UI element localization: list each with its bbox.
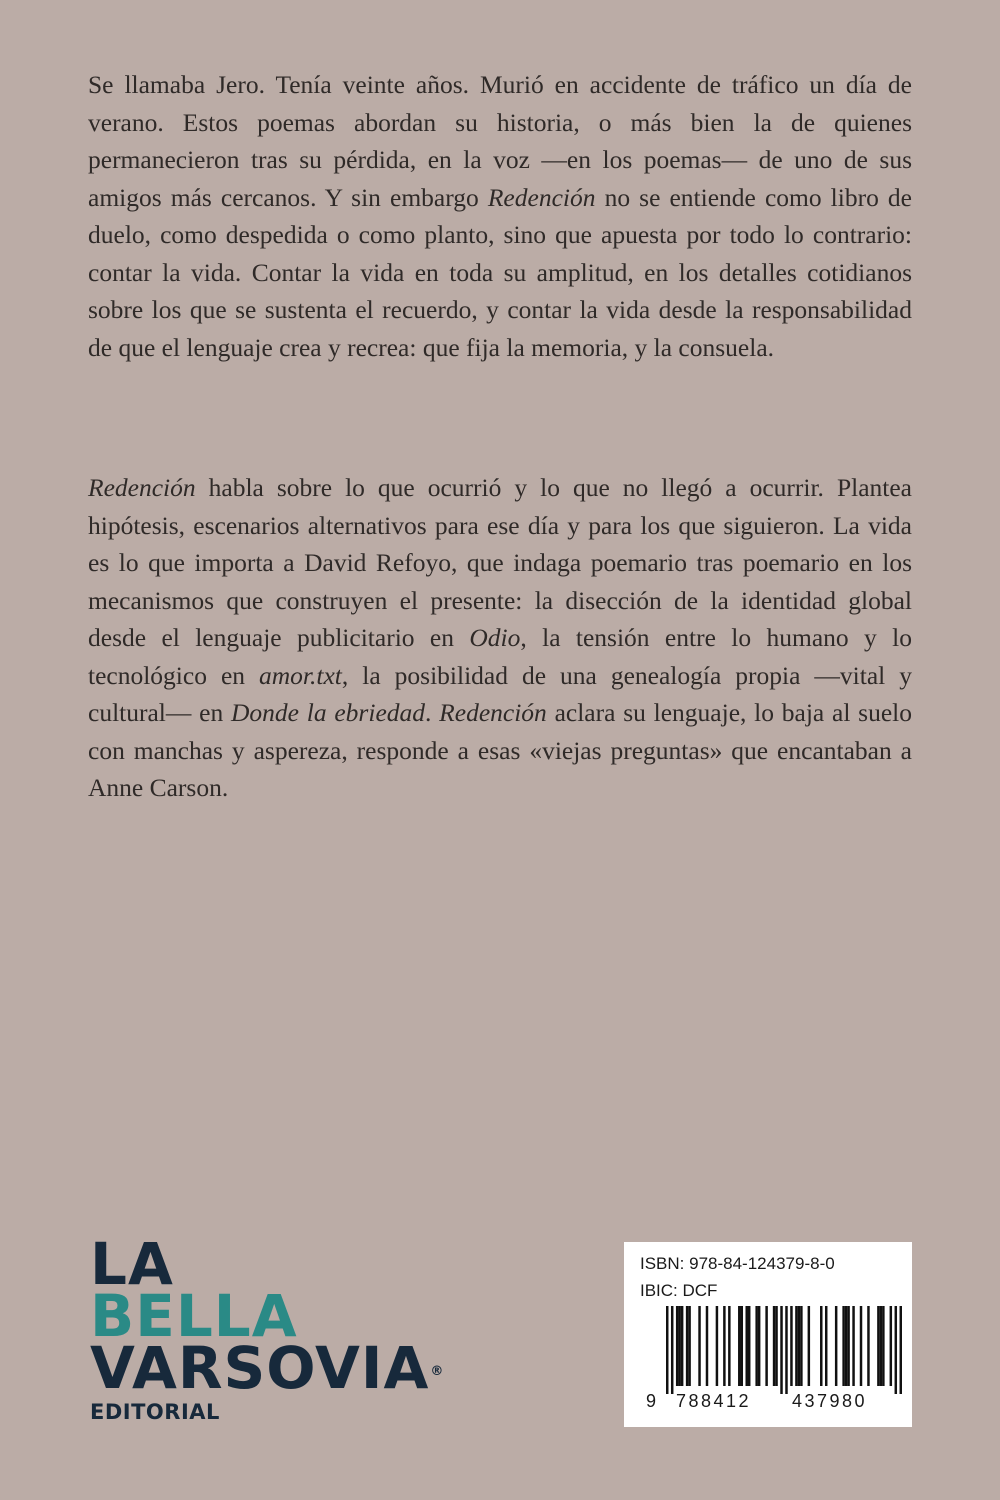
barcode-bar [798,1306,800,1386]
italic-title-text: Redención [439,698,547,727]
barcode-right-digits: 437980 [792,1391,868,1411]
barcode-bar [882,1306,884,1386]
italic-title-text: amor.txt [259,660,342,690]
italic-title-text: Redención [487,182,596,212]
barcode-bar [877,1306,879,1386]
barcode-bar [790,1306,792,1386]
barcode-bar [765,1306,767,1386]
barcode-bar [773,1306,775,1386]
barcode-bar [900,1306,902,1394]
barcode-bar [820,1306,822,1386]
logo-line-varsovia-text: VARSOVIA [90,1334,430,1402]
barcode-bar [842,1306,844,1386]
isbn-number: ISBN: 978-84-124379-8-0 [640,1254,835,1273]
body-text: , la tensión entre lo humano y lo tecnológico en [88,623,912,690]
barcode-first-digit: 9 [646,1391,657,1411]
publisher-logo [90,1230,444,1424]
barcode-bar [780,1306,782,1394]
barcode-bar [676,1306,678,1386]
body-text: , la posibilidad de una genealogía propia —vital y cultural— en [88,660,912,727]
barcode-bar [825,1306,827,1386]
barcode-bar [738,1306,740,1386]
barcode-bar [671,1306,673,1394]
barcode-bar [716,1306,718,1386]
body-text: no se entiende como libro de duelo, como despedida o como planto, sino que apuesta por todo lo contrario: contar la vida. Contar la vida en toda su amplitud, en los detalles cotidianos sobre los que se sustenta el recuerdo, y contar la vida desde la responsabilidad de que el lenguaje crea y recrea: que fija la memoria, y la consuela. [88,182,912,362]
barcode-bar [688,1306,690,1386]
italic-title-text: Redención [88,473,196,502]
italic-title-text: Odio [469,623,521,652]
body-text: habla sobre lo que ocurrió y lo que no llegó a ocurrir. Plantea hipótesis, escenarios alternativos para ese día y para los que siguieron. La vida es lo que importa a David Refoyo, que indaga poemario tras poemario en los mecanismos que construyen el presente: la disección de la identidad global desde el lenguaje publicitario en [88,473,912,652]
barcode-bar [775,1306,777,1386]
barcode-bar [795,1306,797,1386]
barcode-bar [847,1306,849,1386]
barcode-bar [845,1306,847,1386]
back-cover-blurb-paragraph-1 [88,66,912,366]
barcode-bar [748,1306,750,1386]
barcode-bar [867,1306,869,1386]
logo-line-la: LA [90,1230,174,1298]
barcode-bar [755,1306,757,1386]
barcode-bar [880,1306,882,1386]
barcode-bar [745,1306,747,1386]
italic-title-text: Donde la ebriedad [231,698,426,727]
body-text: Se llamaba Jero. Tenía veinte años. Murió en accidente de tráfico un día de verano. Estos poemas abordan su historia, o más bien la de quienes permanecieron tras su pérdida, en la voz —en los poemas— de uno de sus amigos más cercanos. Y sin embargo [88,70,912,212]
barcode-bar [741,1306,743,1386]
logo-subtitle-editorial: EDITORIAL [90,1400,220,1424]
barcode-bar [686,1306,688,1386]
barcode [666,1306,902,1394]
back-cover-blurb-paragraph-2 [88,469,912,807]
barcode-bar [808,1306,810,1386]
logo-line-varsovia [90,1334,444,1402]
barcode-bar [895,1306,897,1394]
barcode-bar [728,1306,730,1386]
barcode-left-digits: 788412 [676,1391,752,1411]
body-text: . [425,698,440,727]
barcode-bar [698,1306,700,1386]
barcode-bar [758,1306,760,1386]
logo-line-bella: BELLA [90,1282,298,1350]
isbn-label-box [624,1242,912,1427]
barcode-bar [666,1306,668,1394]
barcode-bar [681,1306,683,1386]
barcode-bar [785,1306,787,1394]
body-text: aclara su lenguaje, lo baja al suelo con manchas y aspereza, responde a esas «viejas preguntas» que encantaban a Anne Carson. [88,698,913,802]
barcode-bar [723,1306,725,1386]
registered-mark: ® [430,1364,444,1379]
barcode-bar [800,1306,802,1386]
barcode-bar [890,1306,892,1386]
barcode-bar [835,1306,837,1386]
barcode-bar [706,1306,708,1386]
barcode-bar [852,1306,854,1386]
barcode-bar [678,1306,680,1386]
ibic-code: IBIC: DCF [640,1281,718,1300]
barcode-bar [860,1306,862,1386]
